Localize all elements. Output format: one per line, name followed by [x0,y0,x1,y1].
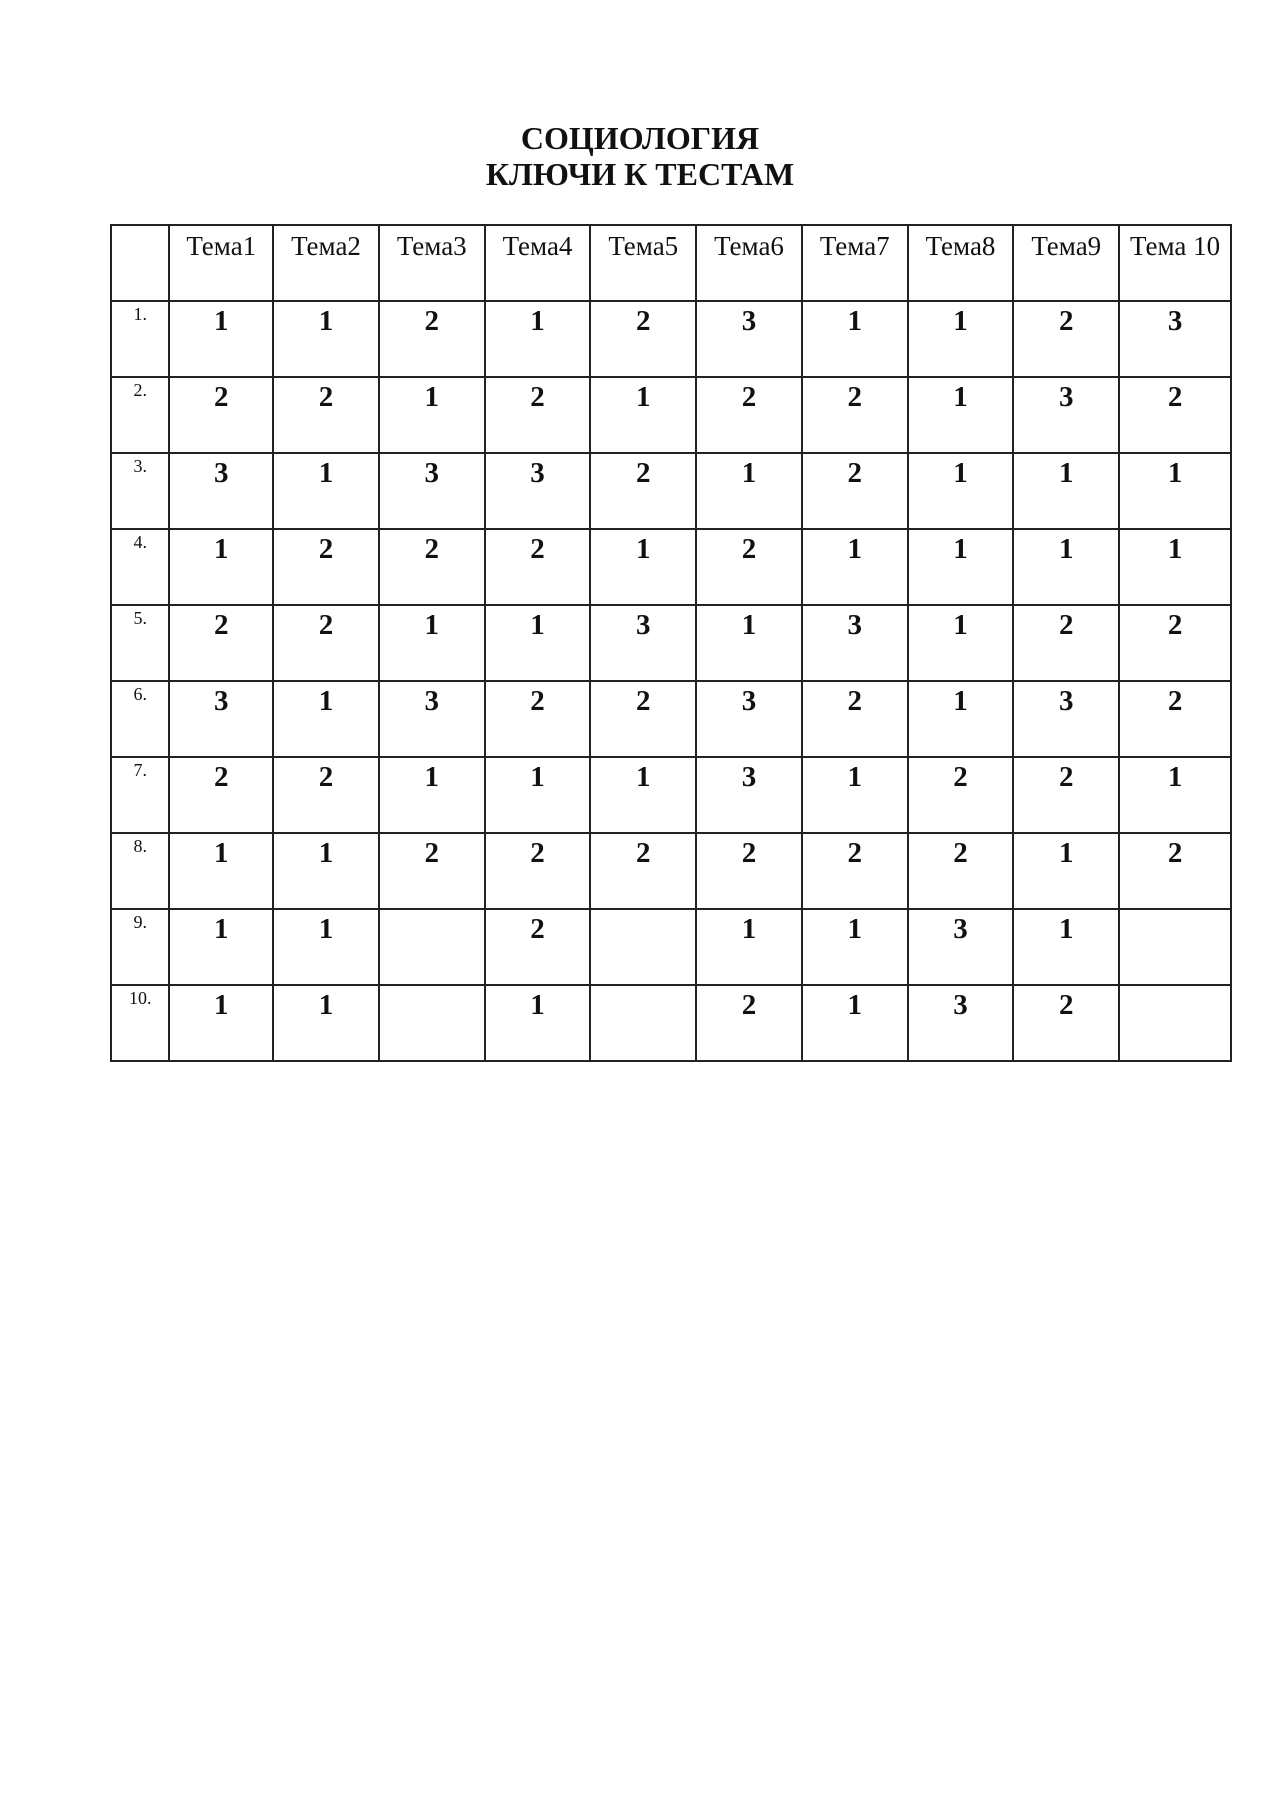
answer-value: 1 [318,305,334,337]
question-number-cell [111,909,169,985]
answer-cell [1119,985,1231,1061]
question-number: 7. [133,760,147,780]
answer-value: 2 [424,837,440,869]
answer-value: 3 [530,457,545,489]
answer-value: 1 [530,609,545,641]
answer-cell [379,833,485,909]
answer-value: 1 [847,305,863,337]
answer-cell [590,605,696,681]
answer-cell [590,985,696,1061]
answer-value: 3 [636,609,651,641]
question-number: 1. [133,304,147,324]
answer-value: 1 [847,989,863,1021]
answer-cell [696,377,802,453]
answer-value: 2 [1059,609,1074,641]
answer-cell [802,605,908,681]
answer-value: 1 [1167,457,1183,489]
answer-cell [273,909,379,985]
answer-cell [908,833,1014,909]
answer-value: 1 [741,457,757,489]
answer-cell [802,681,908,757]
answer-cell [169,529,273,605]
answer-cell [169,757,273,833]
answer-value: 2 [424,533,440,565]
question-number: 4. [133,532,147,552]
answer-cell [273,301,379,377]
answer-cell [379,681,485,757]
answer-value: 1 [953,305,968,337]
answer-value: 2 [1059,761,1074,793]
answer-value: 3 [424,457,440,489]
answer-cell [696,529,802,605]
answer-cell [485,909,591,985]
table-row [111,985,1231,1061]
answer-cell [696,757,802,833]
answer-value: 1 [636,381,651,413]
question-number-cell [111,681,169,757]
column-header-tema-8: Тема8 [908,225,1014,301]
answer-value: 3 [214,685,229,717]
answer-value: 1 [318,913,334,945]
answer-cell [169,453,273,529]
answer-value: 1 [214,989,229,1021]
answer-cell [273,453,379,529]
answer-value: 1 [953,609,968,641]
answer-cell [1013,453,1119,529]
answer-cell [169,909,273,985]
question-number-cell [111,833,169,909]
answer-cell [485,529,591,605]
column-header-tema-5: Тема5 [590,225,696,301]
answer-value: 1 [1167,761,1183,793]
answer-cell [1119,605,1231,681]
header-row [111,225,1231,301]
answer-cell [590,833,696,909]
answer-value: 1 [530,989,545,1021]
answer-value: 1 [318,989,334,1021]
answer-value: 2 [741,533,757,565]
answer-cell [169,377,273,453]
answer-value: 2 [530,913,545,945]
answer-cell [169,605,273,681]
question-number-cell [111,529,169,605]
corner-cell [111,225,169,301]
question-number-cell [111,301,169,377]
answer-value: 1 [214,305,229,337]
answer-value: 3 [847,609,863,641]
answer-value: 2 [214,761,229,793]
answer-cell [1013,985,1119,1061]
answer-cell [379,757,485,833]
answer-cell [908,681,1014,757]
document-title: СОЦИОЛОГИЯ [520,120,760,156]
answer-cell [169,985,273,1061]
answer-cell [1013,909,1119,985]
answer-value: 3 [1167,305,1183,337]
table-row [111,453,1231,529]
answer-value: 2 [530,837,545,869]
answer-value: 1 [1059,837,1074,869]
question-number: 3. [133,456,147,476]
answer-cell [273,757,379,833]
answer-value: 1 [424,761,440,793]
table-row [111,529,1231,605]
answer-cell [273,681,379,757]
answer-cell [379,605,485,681]
column-header-tema-6: Тема6 [696,225,802,301]
answer-value: 1 [318,837,334,869]
column-header-tema-10: Тема 10 [1119,225,1231,301]
answer-cell [908,757,1014,833]
table-row [111,301,1231,377]
answer-cell [908,377,1014,453]
answer-value: 2 [636,457,651,489]
answer-cell [696,605,802,681]
answer-value: 2 [847,685,863,717]
table-row [111,377,1231,453]
answer-cell [590,453,696,529]
answer-cell [379,985,485,1061]
answer-value: 2 [530,533,545,565]
answer-value: 2 [318,609,334,641]
answer-value: 2 [1167,837,1183,869]
answer-cell [908,301,1014,377]
answer-cell [273,377,379,453]
answer-cell [802,757,908,833]
answer-value: 1 [318,685,334,717]
answer-value: 1 [1059,457,1074,489]
answer-cell [379,529,485,605]
table-row [111,833,1231,909]
answer-value: 2 [530,381,545,413]
answer-value: 2 [424,305,440,337]
answer-value: 1 [636,761,651,793]
question-number-cell [111,985,169,1061]
answer-cell [802,833,908,909]
table-body [111,301,1231,1061]
question-number-cell [111,453,169,529]
answer-value: 3 [1059,381,1074,413]
answer-value: 2 [1167,609,1183,641]
answer-value: 2 [847,381,863,413]
answer-value: 1 [214,533,229,565]
answer-cell [485,833,591,909]
answer-value: 3 [1059,685,1074,717]
answer-cell [273,605,379,681]
question-number: 2. [133,380,147,400]
answer-cell [169,833,273,909]
answer-cell [1013,301,1119,377]
answer-cell [485,605,591,681]
answer-value: 2 [741,381,757,413]
answer-cell [696,985,802,1061]
answer-cell [802,377,908,453]
answer-keys-table [110,224,1232,1062]
answer-value: 1 [953,533,968,565]
table-row [111,681,1231,757]
answer-cell [802,529,908,605]
answer-value: 1 [530,761,545,793]
answer-cell [696,453,802,529]
answer-value: 1 [424,381,440,413]
answer-cell [169,301,273,377]
question-number: 6. [133,684,147,704]
answer-cell [1013,377,1119,453]
answer-cell [379,909,485,985]
answer-cell [908,909,1014,985]
column-header-tema-1: Тема1 [169,225,273,301]
column-header-tema-2: Тема2 [273,225,379,301]
answer-value: 1 [1059,913,1074,945]
answer-cell [1013,833,1119,909]
answer-value: 1 [1167,533,1183,565]
column-header-tema-7: Тема7 [802,225,908,301]
answer-cell [1013,605,1119,681]
answer-value: 1 [953,685,968,717]
answer-value: 2 [1059,989,1074,1021]
question-number-cell [111,757,169,833]
answer-cell [485,681,591,757]
answer-cell [1119,377,1231,453]
answer-cell [802,985,908,1061]
answer-value: 3 [741,305,757,337]
answer-value: 2 [847,837,863,869]
answer-cell [590,681,696,757]
answer-value: 3 [214,457,229,489]
answer-cell [273,985,379,1061]
answer-value: 1 [214,913,229,945]
answer-value: 2 [636,685,651,717]
answer-cell [590,529,696,605]
question-number: 8. [133,836,147,856]
answer-value: 1 [318,457,334,489]
answer-cell [696,681,802,757]
answer-cell [590,377,696,453]
answer-cell [908,529,1014,605]
answer-cell [485,377,591,453]
answer-value: 3 [741,761,757,793]
column-header-tema-4: Тема4 [485,225,591,301]
answer-cell [1013,529,1119,605]
answer-value: 1 [530,305,545,337]
answer-cell [590,757,696,833]
answer-cell [1119,833,1231,909]
answer-cell [379,301,485,377]
answer-value: 1 [741,609,757,641]
question-number: 9. [133,912,147,932]
answer-cell [696,301,802,377]
answer-value: 1 [636,533,651,565]
answer-cell [696,833,802,909]
answer-value: 2 [741,837,757,869]
answer-cell [169,681,273,757]
answer-value: 2 [741,989,757,1021]
answer-value: 1 [847,913,863,945]
answer-cell [908,985,1014,1061]
answer-cell [1013,681,1119,757]
answer-cell [1119,529,1231,605]
answer-value: 2 [318,533,334,565]
answer-value: 3 [424,685,440,717]
answer-value: 2 [1059,305,1074,337]
answer-value: 2 [530,685,545,717]
answer-value: 1 [741,913,757,945]
answer-value: 3 [741,685,757,717]
answer-cell [802,453,908,529]
column-header-tema-9: Тема9 [1013,225,1119,301]
answer-cell [485,757,591,833]
answer-cell [802,301,908,377]
answer-value: 2 [318,381,334,413]
answer-value: 2 [953,761,968,793]
answer-value: 1 [953,457,968,489]
answer-cell [273,529,379,605]
answer-cell [1119,757,1231,833]
answer-cell [1119,453,1231,529]
answer-cell [1119,681,1231,757]
answer-value: 2 [1167,685,1183,717]
question-number: 5. [133,608,147,628]
answer-cell [590,301,696,377]
question-number-cell [111,605,169,681]
answer-cell [485,453,591,529]
table-row [111,909,1231,985]
answer-cell [273,833,379,909]
answer-value: 1 [847,761,863,793]
answer-value: 2 [636,837,651,869]
answer-value: 2 [636,305,651,337]
answer-value: 1 [424,609,440,641]
answer-cell [802,909,908,985]
answer-value: 1 [214,837,229,869]
answer-value: 1 [1059,533,1074,565]
answer-value: 3 [953,913,968,945]
answer-cell [908,605,1014,681]
question-number-cell [111,377,169,453]
answer-value: 2 [847,457,863,489]
table-row [111,605,1231,681]
answer-value: 1 [953,381,968,413]
answer-cell [485,985,591,1061]
document-subtitle: КЛЮЧИ К ТЕСТАМ [485,156,795,192]
answer-value: 1 [847,533,863,565]
answer-value: 2 [214,609,229,641]
column-header-tema-3: Тема3 [379,225,485,301]
answer-cell [908,453,1014,529]
answer-value: 2 [214,381,229,413]
question-number: 10. [128,988,152,1008]
title-block [0,120,1280,192]
answer-value: 2 [953,837,968,869]
table-row [111,757,1231,833]
answer-cell [1013,757,1119,833]
answer-value: 3 [953,989,968,1021]
answer-cell [1119,301,1231,377]
answer-cell [696,909,802,985]
answer-cell [379,377,485,453]
answer-cell [485,301,591,377]
answer-cell [1119,909,1231,985]
answer-value: 2 [318,761,334,793]
answer-cell [590,909,696,985]
answer-value: 2 [1167,381,1183,413]
answer-cell [379,453,485,529]
